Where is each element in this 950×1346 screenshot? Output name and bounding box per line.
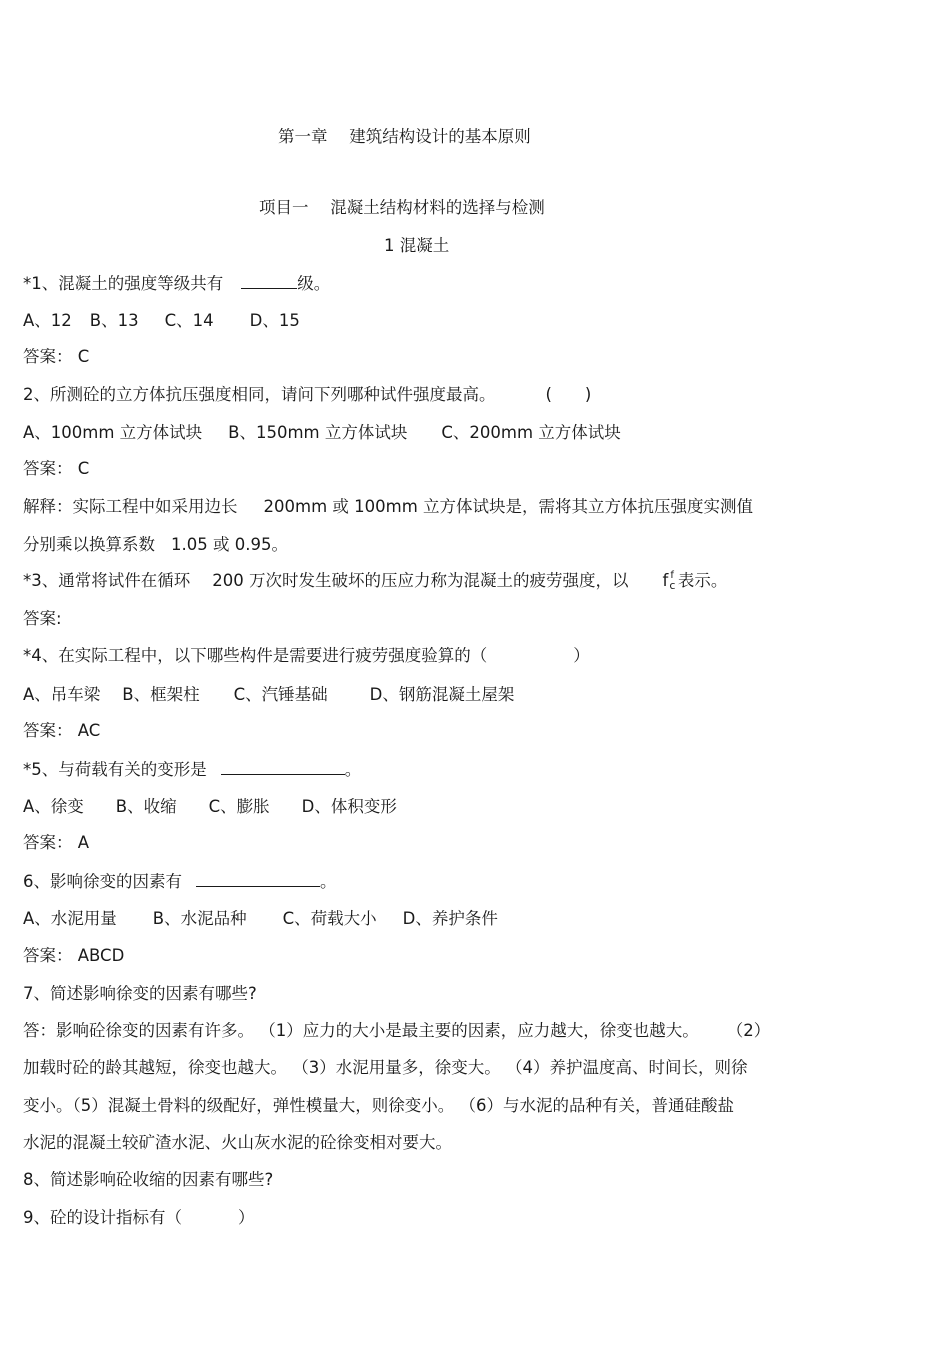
- q2-option-a: A、100mm 立方体试块: [23, 423, 203, 442]
- q9-text: 9、砼的设计指标有（: [23, 1208, 182, 1227]
- q4-text: *4、在实际工程中，以下哪些构件是需要进行疲劳强度验算的（: [23, 646, 488, 665]
- q4-paren-close: ）: [573, 646, 590, 665]
- q5-suffix: 。: [344, 760, 362, 779]
- question-4: [23, 645, 590, 667]
- q1-option-c: C、14: [164, 311, 214, 330]
- q1-answer: 答案： C: [23, 347, 90, 366]
- q3-symbol-f: f: [662, 571, 669, 590]
- q5-option-b: B、收缩: [115, 797, 177, 816]
- question-6: [23, 871, 337, 893]
- q6-option-d: D、养护条件: [402, 909, 498, 928]
- q5-answer: 答案： A: [23, 833, 90, 852]
- question-1: [23, 273, 330, 295]
- q1-text: *1、混凝土的强度等级共有: [23, 274, 224, 293]
- q5-option-c: C、膨胀: [208, 797, 270, 816]
- q1-blank: [241, 274, 297, 289]
- section-title: 1 混凝土: [384, 236, 450, 255]
- q2-explain-part1: 解释：实际工程中如采用边长: [23, 497, 238, 516]
- q3-symbol-sup: f: [670, 570, 674, 581]
- q6-options: [23, 908, 498, 930]
- q2-option-c: C、200mm 立方体试块: [441, 423, 621, 442]
- q1-option-a: A、12: [23, 311, 72, 330]
- q4-options: [23, 684, 514, 706]
- question-2: [23, 384, 591, 406]
- q7-answer-part2: （2）: [726, 1021, 771, 1040]
- q7-answer-line4: 水泥的混凝土较矿渣水泥、火山灰水泥的砼徐变相对要大。: [23, 1133, 452, 1152]
- q9-paren-close: ）: [238, 1208, 255, 1227]
- q2-option-b: B、150mm 立方体试块: [228, 423, 408, 442]
- q5-option-d: D、体积变形: [301, 797, 397, 816]
- q2-answer: 答案： C: [23, 459, 90, 478]
- q4-option-a: A、吊车梁: [23, 685, 101, 704]
- q1-suffix: 级。: [297, 274, 331, 293]
- q5-blank: [221, 760, 345, 775]
- q7-answer-line1: [23, 1020, 770, 1042]
- q6-option-b: B、水泥品种: [152, 909, 247, 928]
- q2-explain-part2: 200mm 或 100mm 立方体试块是，需将其立方体抗压强度实测值: [263, 497, 754, 516]
- q6-suffix: 。: [320, 872, 337, 891]
- q2-explanation-line1: [23, 496, 753, 518]
- q1-options: [23, 310, 300, 332]
- q7-answer-line2: 加载时砼的龄其越短，徐变也越大。 （3）水泥用量多，徐变大。 （4）养护温度高、时间长，则徐: [23, 1058, 748, 1077]
- question-3: [23, 570, 727, 595]
- q5-options: [23, 796, 397, 818]
- q1-option-b: B、13: [89, 311, 139, 330]
- q6-option-c: C、荷载大小: [282, 909, 377, 928]
- q4-option-c: C、汽锤基础: [233, 685, 328, 704]
- q4-option-b: B、框架柱: [122, 685, 200, 704]
- q3-text-part1: *3、通常将试件在循环: [23, 571, 191, 590]
- project-title: 项目一 混凝土结构材料的选择与检测: [259, 198, 545, 217]
- q5-text: *5、与荷载有关的变形是: [23, 760, 207, 779]
- q3-symbol: [663, 571, 674, 590]
- q2-options: [23, 422, 621, 444]
- q3-symbol-sub: c: [669, 579, 676, 592]
- q2-paren: ( ): [545, 385, 592, 404]
- q7-answer-line3: 变小。（5）混凝土骨料的级配好，弹性模量大，则徐变小。 （6）与水泥的品种有关，普通硅酸盐: [23, 1096, 734, 1115]
- question-9: [23, 1207, 255, 1229]
- q1-option-d: D、15: [249, 311, 300, 330]
- q5-option-a: A、徐变: [23, 797, 84, 816]
- question-7: 7、简述影响徐变的因素有哪些?: [23, 984, 257, 1003]
- q6-text: 6、影响徐变的因素有: [23, 872, 182, 891]
- q2-text: 2、所测砼的立方体抗压强度相同，请问下列哪种试件强度最高。: [23, 385, 496, 404]
- q2-explain-part4: 1.05 或 0.95。: [171, 535, 288, 554]
- q4-option-d: D、钢筋混凝土屋架: [369, 685, 515, 704]
- question-8: 8、简述影响砼收缩的因素有哪些?: [23, 1170, 274, 1189]
- q7-answer-part1: 答：影响砼徐变的因素有许多。 （1）应力的大小是最主要的因素，应力越大，徐变也越大。: [23, 1021, 699, 1040]
- q6-option-a: A、水泥用量: [23, 909, 117, 928]
- q2-explain-part3: 分别乘以换算系数: [23, 535, 155, 554]
- q6-answer: 答案： ABCD: [23, 946, 125, 965]
- q4-answer: 答案： AC: [23, 721, 101, 740]
- q3-text-part3: 表示。: [677, 571, 728, 590]
- q6-blank: [196, 872, 320, 887]
- q2-explanation-line2: [23, 534, 288, 556]
- q3-text-part2: 200 万次时发生破坏的压应力称为混凝土的疲劳强度，以: [212, 571, 629, 590]
- question-5: [23, 759, 361, 781]
- q3-answer: 答案:: [23, 609, 62, 628]
- chapter-title: 第一章 建筑结构设计的基本原则: [278, 127, 531, 146]
